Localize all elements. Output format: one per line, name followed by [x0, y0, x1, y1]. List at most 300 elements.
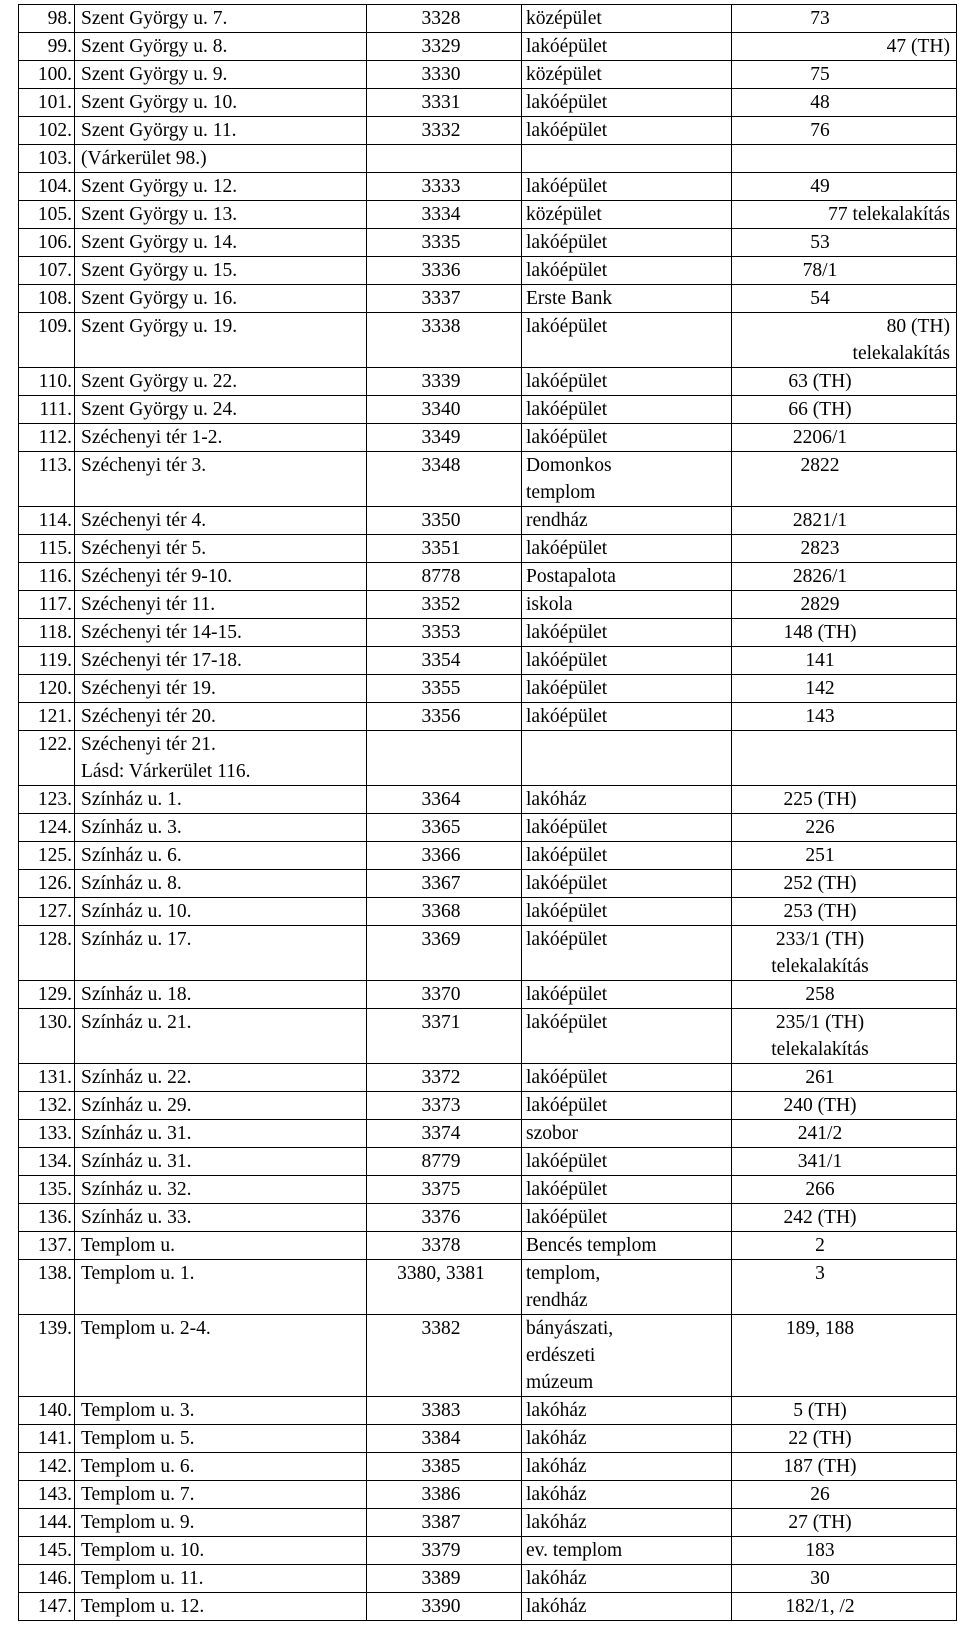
function-cell	[522, 926, 732, 981]
plot-note-text: 75	[810, 64, 830, 85]
parcel-number-cell	[367, 703, 522, 731]
row-number-cell	[19, 1315, 75, 1397]
parcel-number-cell	[367, 981, 522, 1009]
row-number: 147.	[37, 1596, 72, 1617]
function-cell	[522, 452, 732, 507]
table-row	[19, 535, 957, 563]
row-number: 106.	[37, 232, 72, 253]
parcel-number-cell	[367, 257, 522, 285]
address-text: Lásd: Várkerület 116.	[81, 761, 251, 782]
parcel-number: 3328	[421, 8, 461, 29]
table-row	[19, 981, 957, 1009]
function-cell	[522, 619, 732, 647]
function-text: lakóház	[526, 1512, 587, 1533]
address-cell	[75, 1425, 367, 1453]
table-row	[19, 1232, 957, 1260]
parcel-number: 3374	[421, 1123, 461, 1144]
row-number: 132.	[37, 1095, 72, 1116]
parcel-number-cell	[367, 285, 522, 313]
row-number: 99.	[47, 36, 72, 57]
table-row	[19, 870, 957, 898]
row-number: 114.	[38, 510, 72, 531]
plot-note-text: 2823	[800, 538, 840, 559]
address-cell	[75, 1565, 367, 1593]
parcel-number: 3389	[421, 1568, 461, 1589]
parcel-number-cell	[367, 870, 522, 898]
plot-note-cell	[732, 1593, 957, 1621]
plot-note-text: 77 telekalakítás	[828, 204, 950, 225]
address-text: Templom u. 1.	[81, 1263, 195, 1284]
parcel-number: 3370	[421, 984, 461, 1005]
row-number-cell	[19, 368, 75, 396]
plot-note-cell	[732, 1176, 957, 1204]
row-number-cell	[19, 563, 75, 591]
plot-note-text: 3	[815, 1263, 825, 1284]
address-cell	[75, 313, 367, 368]
plot-note-text: 5 (TH)	[793, 1400, 847, 1421]
row-number: 126.	[37, 873, 72, 894]
function-text: bányászati,	[526, 1318, 614, 1339]
row-number: 135.	[37, 1179, 72, 1200]
row-number: 122.	[37, 734, 72, 755]
address-cell	[75, 535, 367, 563]
plot-note-text: 80 (TH)	[886, 316, 950, 337]
plot-note-text: 258	[805, 984, 835, 1005]
row-number-cell	[19, 452, 75, 507]
function-cell	[522, 731, 732, 786]
plot-note-text: 2826/1	[792, 566, 848, 587]
address-cell	[75, 675, 367, 703]
plot-note-text: 2822	[800, 455, 840, 476]
row-number: 101.	[37, 92, 72, 113]
row-number: 128.	[37, 929, 72, 950]
parcel-number-cell	[367, 33, 522, 61]
function-cell	[522, 898, 732, 926]
parcel-number: 3364	[421, 789, 461, 810]
parcel-number-cell	[367, 1565, 522, 1593]
row-number-cell	[19, 145, 75, 173]
function-text: lakóépület	[526, 678, 608, 699]
table-row	[19, 33, 957, 61]
plot-note-cell	[732, 452, 957, 507]
address-text: Szent György u. 19.	[81, 316, 238, 337]
function-text: iskola	[526, 594, 573, 615]
table-row	[19, 1565, 957, 1593]
function-cell	[522, 201, 732, 229]
table-row	[19, 145, 957, 173]
table-row	[19, 229, 957, 257]
parcel-number: 3371	[421, 1012, 461, 1033]
function-text: lakóépület	[526, 1151, 608, 1172]
row-number-cell	[19, 535, 75, 563]
address-text: Széchenyi tér 3.	[81, 455, 207, 476]
address-text: Szent György u. 22.	[81, 371, 238, 392]
address-cell	[75, 1537, 367, 1565]
row-number: 112.	[38, 427, 72, 448]
function-cell	[522, 647, 732, 675]
row-number: 141.	[37, 1428, 72, 1449]
row-number-cell	[19, 201, 75, 229]
function-cell	[522, 368, 732, 396]
table-row	[19, 563, 957, 591]
plot-note-cell	[732, 898, 957, 926]
function-cell	[522, 1260, 732, 1315]
parcel-number-cell	[367, 1176, 522, 1204]
function-text: középület	[526, 64, 602, 85]
table-row	[19, 619, 957, 647]
parcel-number-cell	[367, 1260, 522, 1315]
address-text: Széchenyi tér 21.	[81, 734, 216, 755]
address-text: Színház u. 31.	[81, 1123, 192, 1144]
plot-note-cell	[732, 396, 957, 424]
function-cell	[522, 507, 732, 535]
row-number: 130.	[37, 1012, 72, 1033]
function-text: lakóház	[526, 1484, 587, 1505]
row-number: 107.	[37, 260, 72, 281]
parcel-number-cell	[367, 619, 522, 647]
parcel-number: 3369	[421, 929, 461, 950]
address-cell	[75, 1092, 367, 1120]
address-cell	[75, 1148, 367, 1176]
function-cell	[522, 1064, 732, 1092]
address-text: Szent György u. 15.	[81, 260, 238, 281]
parcel-number: 3337	[421, 288, 461, 309]
function-text: lakóépület	[526, 706, 608, 727]
parcel-number: 3340	[421, 399, 461, 420]
function-text: lakóház	[526, 1400, 587, 1421]
plot-note-text: 2206/1	[792, 427, 848, 448]
table-row	[19, 257, 957, 285]
function-text: lakóépület	[526, 622, 608, 643]
row-number: 113.	[38, 455, 72, 476]
parcel-number: 3372	[421, 1067, 461, 1088]
table-row	[19, 285, 957, 313]
row-number-cell	[19, 1260, 75, 1315]
parcel-number-cell	[367, 1092, 522, 1120]
function-text: lakóház	[526, 789, 587, 810]
row-number-cell	[19, 33, 75, 61]
parcel-number-cell	[367, 1315, 522, 1397]
address-text: Színház u. 1.	[81, 789, 182, 810]
function-text: lakóház	[526, 1456, 587, 1477]
plot-note-cell	[732, 591, 957, 619]
parcel-number: 3355	[421, 678, 461, 699]
plot-note-cell	[732, 563, 957, 591]
function-cell	[522, 870, 732, 898]
plot-note-text: 225 (TH)	[783, 789, 857, 810]
function-cell	[522, 424, 732, 452]
function-text: lakóépület	[526, 1095, 608, 1116]
address-text: Színház u. 22.	[81, 1067, 192, 1088]
table-row	[19, 1148, 957, 1176]
plot-note-cell	[732, 33, 957, 61]
table-row	[19, 786, 957, 814]
plot-note-text: 63 (TH)	[788, 371, 852, 392]
function-text: lakóépület	[526, 538, 608, 559]
function-text: lakóház	[526, 1596, 587, 1617]
plot-note-cell	[732, 145, 957, 173]
heritage-register-table	[18, 4, 957, 1621]
parcel-number-cell	[367, 842, 522, 870]
parcel-number: 3380, 3381	[397, 1263, 485, 1284]
plot-note-text: 182/1, /2	[785, 1596, 855, 1617]
parcel-number: 3354	[421, 650, 461, 671]
address-cell	[75, 173, 367, 201]
row-number-cell	[19, 703, 75, 731]
plot-note-text: 66 (TH)	[788, 399, 852, 420]
parcel-number-cell	[367, 1009, 522, 1064]
parcel-number-cell	[367, 647, 522, 675]
row-number-cell	[19, 1481, 75, 1509]
plot-note-cell	[732, 1120, 957, 1148]
address-cell	[75, 1009, 367, 1064]
plot-note-cell	[732, 981, 957, 1009]
plot-note-cell	[732, 1009, 957, 1064]
row-number-cell	[19, 675, 75, 703]
table-row	[19, 1481, 957, 1509]
row-number: 143.	[37, 1484, 72, 1505]
table-row	[19, 5, 957, 33]
plot-note-cell	[732, 1064, 957, 1092]
row-number-cell	[19, 1397, 75, 1425]
address-text: Templom u. 6.	[81, 1456, 195, 1477]
parcel-number-cell	[367, 201, 522, 229]
function-cell	[522, 1537, 732, 1565]
parcel-number-cell	[367, 145, 522, 173]
plot-note-cell	[732, 926, 957, 981]
parcel-number: 3349	[421, 427, 461, 448]
plot-note-text: 53	[810, 232, 830, 253]
address-text: Templom u. 9.	[81, 1512, 195, 1533]
function-cell	[522, 117, 732, 145]
row-number-cell	[19, 1009, 75, 1064]
plot-note-text: 251	[805, 845, 835, 866]
function-text: templom,	[526, 1263, 601, 1284]
plot-note-cell	[732, 1204, 957, 1232]
plot-note-cell	[732, 1425, 957, 1453]
function-text: lakóépület	[526, 650, 608, 671]
function-cell	[522, 535, 732, 563]
address-text: Templom u. 10.	[81, 1540, 205, 1561]
row-number-cell	[19, 1148, 75, 1176]
plot-note-cell	[732, 1537, 957, 1565]
plot-note-text: 240 (TH)	[783, 1095, 857, 1116]
address-cell	[75, 1064, 367, 1092]
address-text: Színház u. 31.	[81, 1151, 192, 1172]
row-number-cell	[19, 1204, 75, 1232]
row-number-cell	[19, 870, 75, 898]
function-cell	[522, 257, 732, 285]
row-number: 123.	[37, 789, 72, 810]
row-number: 131.	[37, 1067, 72, 1088]
function-text: ev. templom	[526, 1540, 623, 1561]
parcel-number-cell	[367, 814, 522, 842]
plot-note-cell	[732, 1481, 957, 1509]
row-number-cell	[19, 1593, 75, 1621]
row-number-cell	[19, 229, 75, 257]
parcel-number: 3387	[421, 1512, 461, 1533]
row-number-cell	[19, 1120, 75, 1148]
parcel-number: 3382	[421, 1318, 461, 1339]
plot-note-text: 226	[805, 817, 835, 838]
parcel-number-cell	[367, 1204, 522, 1232]
address-cell	[75, 201, 367, 229]
plot-note-text: 142	[805, 678, 835, 699]
table-row	[19, 675, 957, 703]
parcel-number: 3331	[421, 92, 461, 113]
table-row	[19, 89, 957, 117]
plot-note-cell	[732, 814, 957, 842]
row-number-cell	[19, 1537, 75, 1565]
parcel-number-cell	[367, 368, 522, 396]
plot-note-cell	[732, 117, 957, 145]
plot-note-text: 2829	[800, 594, 840, 615]
parcel-number-cell	[367, 675, 522, 703]
function-text: templom	[526, 482, 596, 503]
row-number-cell	[19, 591, 75, 619]
function-cell	[522, 285, 732, 313]
table-row	[19, 842, 957, 870]
plot-note-text: 183	[805, 1540, 835, 1561]
address-text: Szent György u. 14.	[81, 232, 238, 253]
plot-note-text: 2821/1	[792, 510, 848, 531]
parcel-number: 8778	[421, 566, 461, 587]
address-cell	[75, 117, 367, 145]
row-number-cell	[19, 731, 75, 786]
address-cell	[75, 814, 367, 842]
function-text: lakóépület	[526, 120, 608, 141]
row-number-cell	[19, 1425, 75, 1453]
function-cell	[522, 396, 732, 424]
address-cell	[75, 1260, 367, 1315]
parcel-number-cell	[367, 229, 522, 257]
row-number: 111.	[39, 399, 72, 420]
parcel-number: 3356	[421, 706, 461, 727]
table-row	[19, 1064, 957, 1092]
address-text: Széchenyi tér 14-15.	[81, 622, 242, 643]
address-cell	[75, 703, 367, 731]
plot-note-text: 54	[810, 288, 830, 309]
address-cell	[75, 619, 367, 647]
function-text: lakóépület	[526, 1067, 608, 1088]
address-text: Széchenyi tér 1-2.	[81, 427, 223, 448]
plot-note-cell	[732, 1232, 957, 1260]
plot-note-cell	[732, 842, 957, 870]
plot-note-cell	[732, 1565, 957, 1593]
plot-note-text: 27 (TH)	[788, 1512, 852, 1533]
address-cell	[75, 396, 367, 424]
plot-note-cell	[732, 1148, 957, 1176]
row-number-cell	[19, 507, 75, 535]
parcel-number-cell	[367, 1453, 522, 1481]
row-number-cell	[19, 257, 75, 285]
row-number: 133.	[37, 1123, 72, 1144]
parcel-number-cell	[367, 1232, 522, 1260]
address-cell	[75, 1397, 367, 1425]
row-number: 136.	[37, 1207, 72, 1228]
address-cell	[75, 591, 367, 619]
parcel-number: 3352	[421, 594, 461, 615]
plot-note-cell	[732, 703, 957, 731]
function-text: Postapalota	[526, 566, 616, 587]
function-cell	[522, 33, 732, 61]
plot-note-cell	[732, 535, 957, 563]
function-text: lakóépület	[526, 1207, 608, 1228]
row-number-cell	[19, 313, 75, 368]
function-text: lakóépület	[526, 427, 608, 448]
function-cell	[522, 786, 732, 814]
parcel-number-cell	[367, 535, 522, 563]
function-text: rendház	[526, 510, 588, 531]
parcel-number: 3373	[421, 1095, 461, 1116]
parcel-number-cell	[367, 507, 522, 535]
row-number: 100.	[37, 64, 72, 85]
plot-note-text: 26	[810, 1484, 830, 1505]
parcel-number: 3348	[421, 455, 461, 476]
address-cell	[75, 452, 367, 507]
row-number-cell	[19, 814, 75, 842]
row-number-cell	[19, 1176, 75, 1204]
plot-note-cell	[732, 619, 957, 647]
function-cell	[522, 1315, 732, 1397]
address-text: Templom u. 7.	[81, 1484, 195, 1505]
address-cell	[75, 368, 367, 396]
plot-note-text: 48	[810, 92, 830, 113]
row-number: 125.	[37, 845, 72, 866]
plot-note-cell	[732, 675, 957, 703]
parcel-number: 3333	[421, 176, 461, 197]
parcel-number-cell	[367, 1064, 522, 1092]
address-text: Templom u. 12.	[81, 1596, 205, 1617]
parcel-number-cell	[367, 396, 522, 424]
address-cell	[75, 842, 367, 870]
row-number-cell	[19, 1232, 75, 1260]
plot-note-text: telekalakítás	[771, 956, 869, 977]
plot-note-text: 241/2	[797, 1123, 843, 1144]
table-row	[19, 731, 957, 786]
parcel-number: 3386	[421, 1484, 461, 1505]
parcel-number: 3366	[421, 845, 461, 866]
parcel-number-cell	[367, 117, 522, 145]
plot-note-cell	[732, 870, 957, 898]
address-cell	[75, 1120, 367, 1148]
parcel-number: 3379	[421, 1540, 461, 1561]
address-cell	[75, 257, 367, 285]
function-text: lakóépület	[526, 176, 608, 197]
row-number: 139.	[37, 1318, 72, 1339]
parcel-number: 3335	[421, 232, 461, 253]
function-text: lakóépület	[526, 873, 608, 894]
plot-note-cell	[732, 313, 957, 368]
plot-note-text: 2	[815, 1235, 825, 1256]
address-text: Szent György u. 24.	[81, 399, 238, 420]
function-cell	[522, 313, 732, 368]
row-number-cell	[19, 1453, 75, 1481]
row-number-cell	[19, 981, 75, 1009]
parcel-number-cell	[367, 1509, 522, 1537]
row-number: 103.	[37, 148, 72, 169]
parcel-number: 3367	[421, 873, 461, 894]
function-cell	[522, 1509, 732, 1537]
function-text: lakóépület	[526, 817, 608, 838]
function-cell	[522, 1204, 732, 1232]
plot-note-cell	[732, 731, 957, 786]
table-row	[19, 61, 957, 89]
plot-note-cell	[732, 1397, 957, 1425]
row-number-cell	[19, 1064, 75, 1092]
parcel-number-cell	[367, 5, 522, 33]
table-row	[19, 647, 957, 675]
